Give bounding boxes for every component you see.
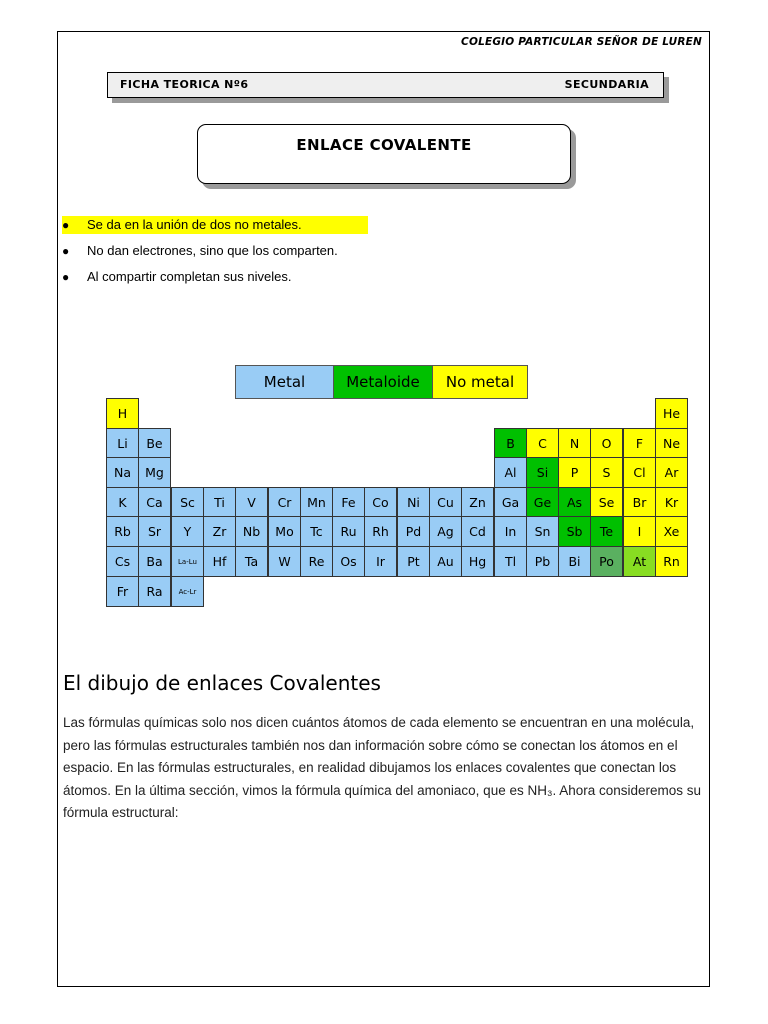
- element-os: Os: [332, 546, 365, 577]
- element-ra: Ra: [138, 576, 171, 607]
- element-f: F: [623, 428, 656, 459]
- element-rb: Rb: [106, 516, 139, 547]
- list-item: [62, 242, 462, 268]
- element-pb: Pb: [526, 546, 559, 577]
- element-cu: Cu: [429, 487, 462, 518]
- periodic-table: [106, 398, 688, 606]
- element-fr: Fr: [106, 576, 139, 607]
- element-ne: Ne: [655, 428, 688, 459]
- ficha-label: FICHA TEORICA Nº6: [120, 78, 249, 91]
- element-la-lu: La-Lu: [171, 546, 204, 577]
- element-n: N: [558, 428, 591, 459]
- element-w: W: [268, 546, 301, 577]
- level-label: SECUNDARIA: [564, 78, 649, 91]
- element-zr: Zr: [203, 516, 236, 547]
- element-cs: Cs: [106, 546, 139, 577]
- element-s: S: [590, 457, 623, 488]
- bullet-icon: ●: [62, 270, 70, 284]
- element-au: Au: [429, 546, 462, 577]
- element-mg: Mg: [138, 457, 171, 488]
- element-c: C: [526, 428, 559, 459]
- element-kr: Kr: [655, 487, 688, 518]
- element-br: Br: [623, 487, 656, 518]
- page-title: ENLACE COVALENTE: [296, 136, 472, 154]
- element-ru: Ru: [332, 516, 365, 547]
- element-cd: Cd: [461, 516, 494, 547]
- element-ti: Ti: [203, 487, 236, 518]
- element-p: P: [558, 457, 591, 488]
- list-item: [62, 268, 462, 294]
- element-ba: Ba: [138, 546, 171, 577]
- element-he: He: [655, 398, 688, 429]
- element-zn: Zn: [461, 487, 494, 518]
- element-cr: Cr: [268, 487, 301, 518]
- element-in: In: [494, 516, 527, 547]
- element-tc: Tc: [300, 516, 333, 547]
- element-o: O: [590, 428, 623, 459]
- element-be: Be: [138, 428, 171, 459]
- element-pd: Pd: [397, 516, 430, 547]
- element-b: B: [494, 428, 527, 459]
- element-xe: Xe: [655, 516, 688, 547]
- element-sb: Sb: [558, 516, 591, 547]
- section-title: El dibujo de enlaces Covalentes: [63, 671, 381, 695]
- bullet-text: Al compartir completan sus niveles.: [87, 269, 292, 284]
- element-nb: Nb: [235, 516, 268, 547]
- body-paragraph: Las fórmulas químicas solo nos dicen cuántos átomos de cada elemento se encuentran en una molécula, pero las fórmulas estructurales también nos dan información sobre cómo se conectan los átomos en el espacio. En las fórmulas estructurales, en realidad dibujamos los enlaces covalentes que conectan los átomos. En la última sección, vimos la fórmula química del amoniaco, que es NH₃. Ahora consideremos su fórmula estructural:: [63, 715, 702, 820]
- element-se: Se: [590, 487, 623, 518]
- element-h: H: [106, 398, 139, 429]
- element-hf: Hf: [203, 546, 236, 577]
- element-ta: Ta: [235, 546, 268, 577]
- element-cl: Cl: [623, 457, 656, 488]
- bullet-text: Se da en la unión de dos no metales.: [87, 217, 302, 232]
- element-rh: Rh: [364, 516, 397, 547]
- element-te: Te: [590, 516, 623, 547]
- element-ca: Ca: [138, 487, 171, 518]
- legend: [235, 365, 528, 399]
- bullet-icon: ●: [62, 218, 70, 232]
- element-mo: Mo: [268, 516, 301, 547]
- element-ac-lr: Ac-Lr: [171, 576, 204, 607]
- element-sc: Sc: [171, 487, 204, 518]
- element-i: I: [623, 516, 656, 547]
- element-ga: Ga: [494, 487, 527, 518]
- element-fe: Fe: [332, 487, 365, 518]
- element-ar: Ar: [655, 457, 688, 488]
- element-at: At: [623, 546, 656, 577]
- legend-nometal: No metal: [433, 366, 527, 398]
- element-re: Re: [300, 546, 333, 577]
- element-al: Al: [494, 457, 527, 488]
- element-ni: Ni: [397, 487, 430, 518]
- element-mn: Mn: [300, 487, 333, 518]
- title-box: [197, 124, 571, 184]
- element-tl: Tl: [494, 546, 527, 577]
- element-sn: Sn: [526, 516, 559, 547]
- element-na: Na: [106, 457, 139, 488]
- bullet-text: No dan electrones, sino que los comparten.: [87, 243, 338, 258]
- bullet-icon: ●: [62, 244, 70, 258]
- element-ge: Ge: [526, 487, 559, 518]
- element-rn: Rn: [655, 546, 688, 577]
- list-item: [62, 216, 462, 242]
- element-si: Si: [526, 457, 559, 488]
- element-ag: Ag: [429, 516, 462, 547]
- element-ir: Ir: [364, 546, 397, 577]
- element-pt: Pt: [397, 546, 430, 577]
- element-co: Co: [364, 487, 397, 518]
- school-name: COLEGIO PARTICULAR SEÑOR DE LUREN: [461, 36, 702, 48]
- header-bar: [107, 72, 664, 98]
- legend-metaloide: Metaloide: [334, 366, 433, 398]
- element-hg: Hg: [461, 546, 494, 577]
- legend-metal: Metal: [236, 366, 334, 398]
- element-bi: Bi: [558, 546, 591, 577]
- element-li: Li: [106, 428, 139, 459]
- element-po: Po: [590, 546, 623, 577]
- element-sr: Sr: [138, 516, 171, 547]
- element-y: Y: [171, 516, 204, 547]
- element-k: K: [106, 487, 139, 518]
- element-v: V: [235, 487, 268, 518]
- bullet-list: [62, 216, 462, 294]
- element-as: As: [558, 487, 591, 518]
